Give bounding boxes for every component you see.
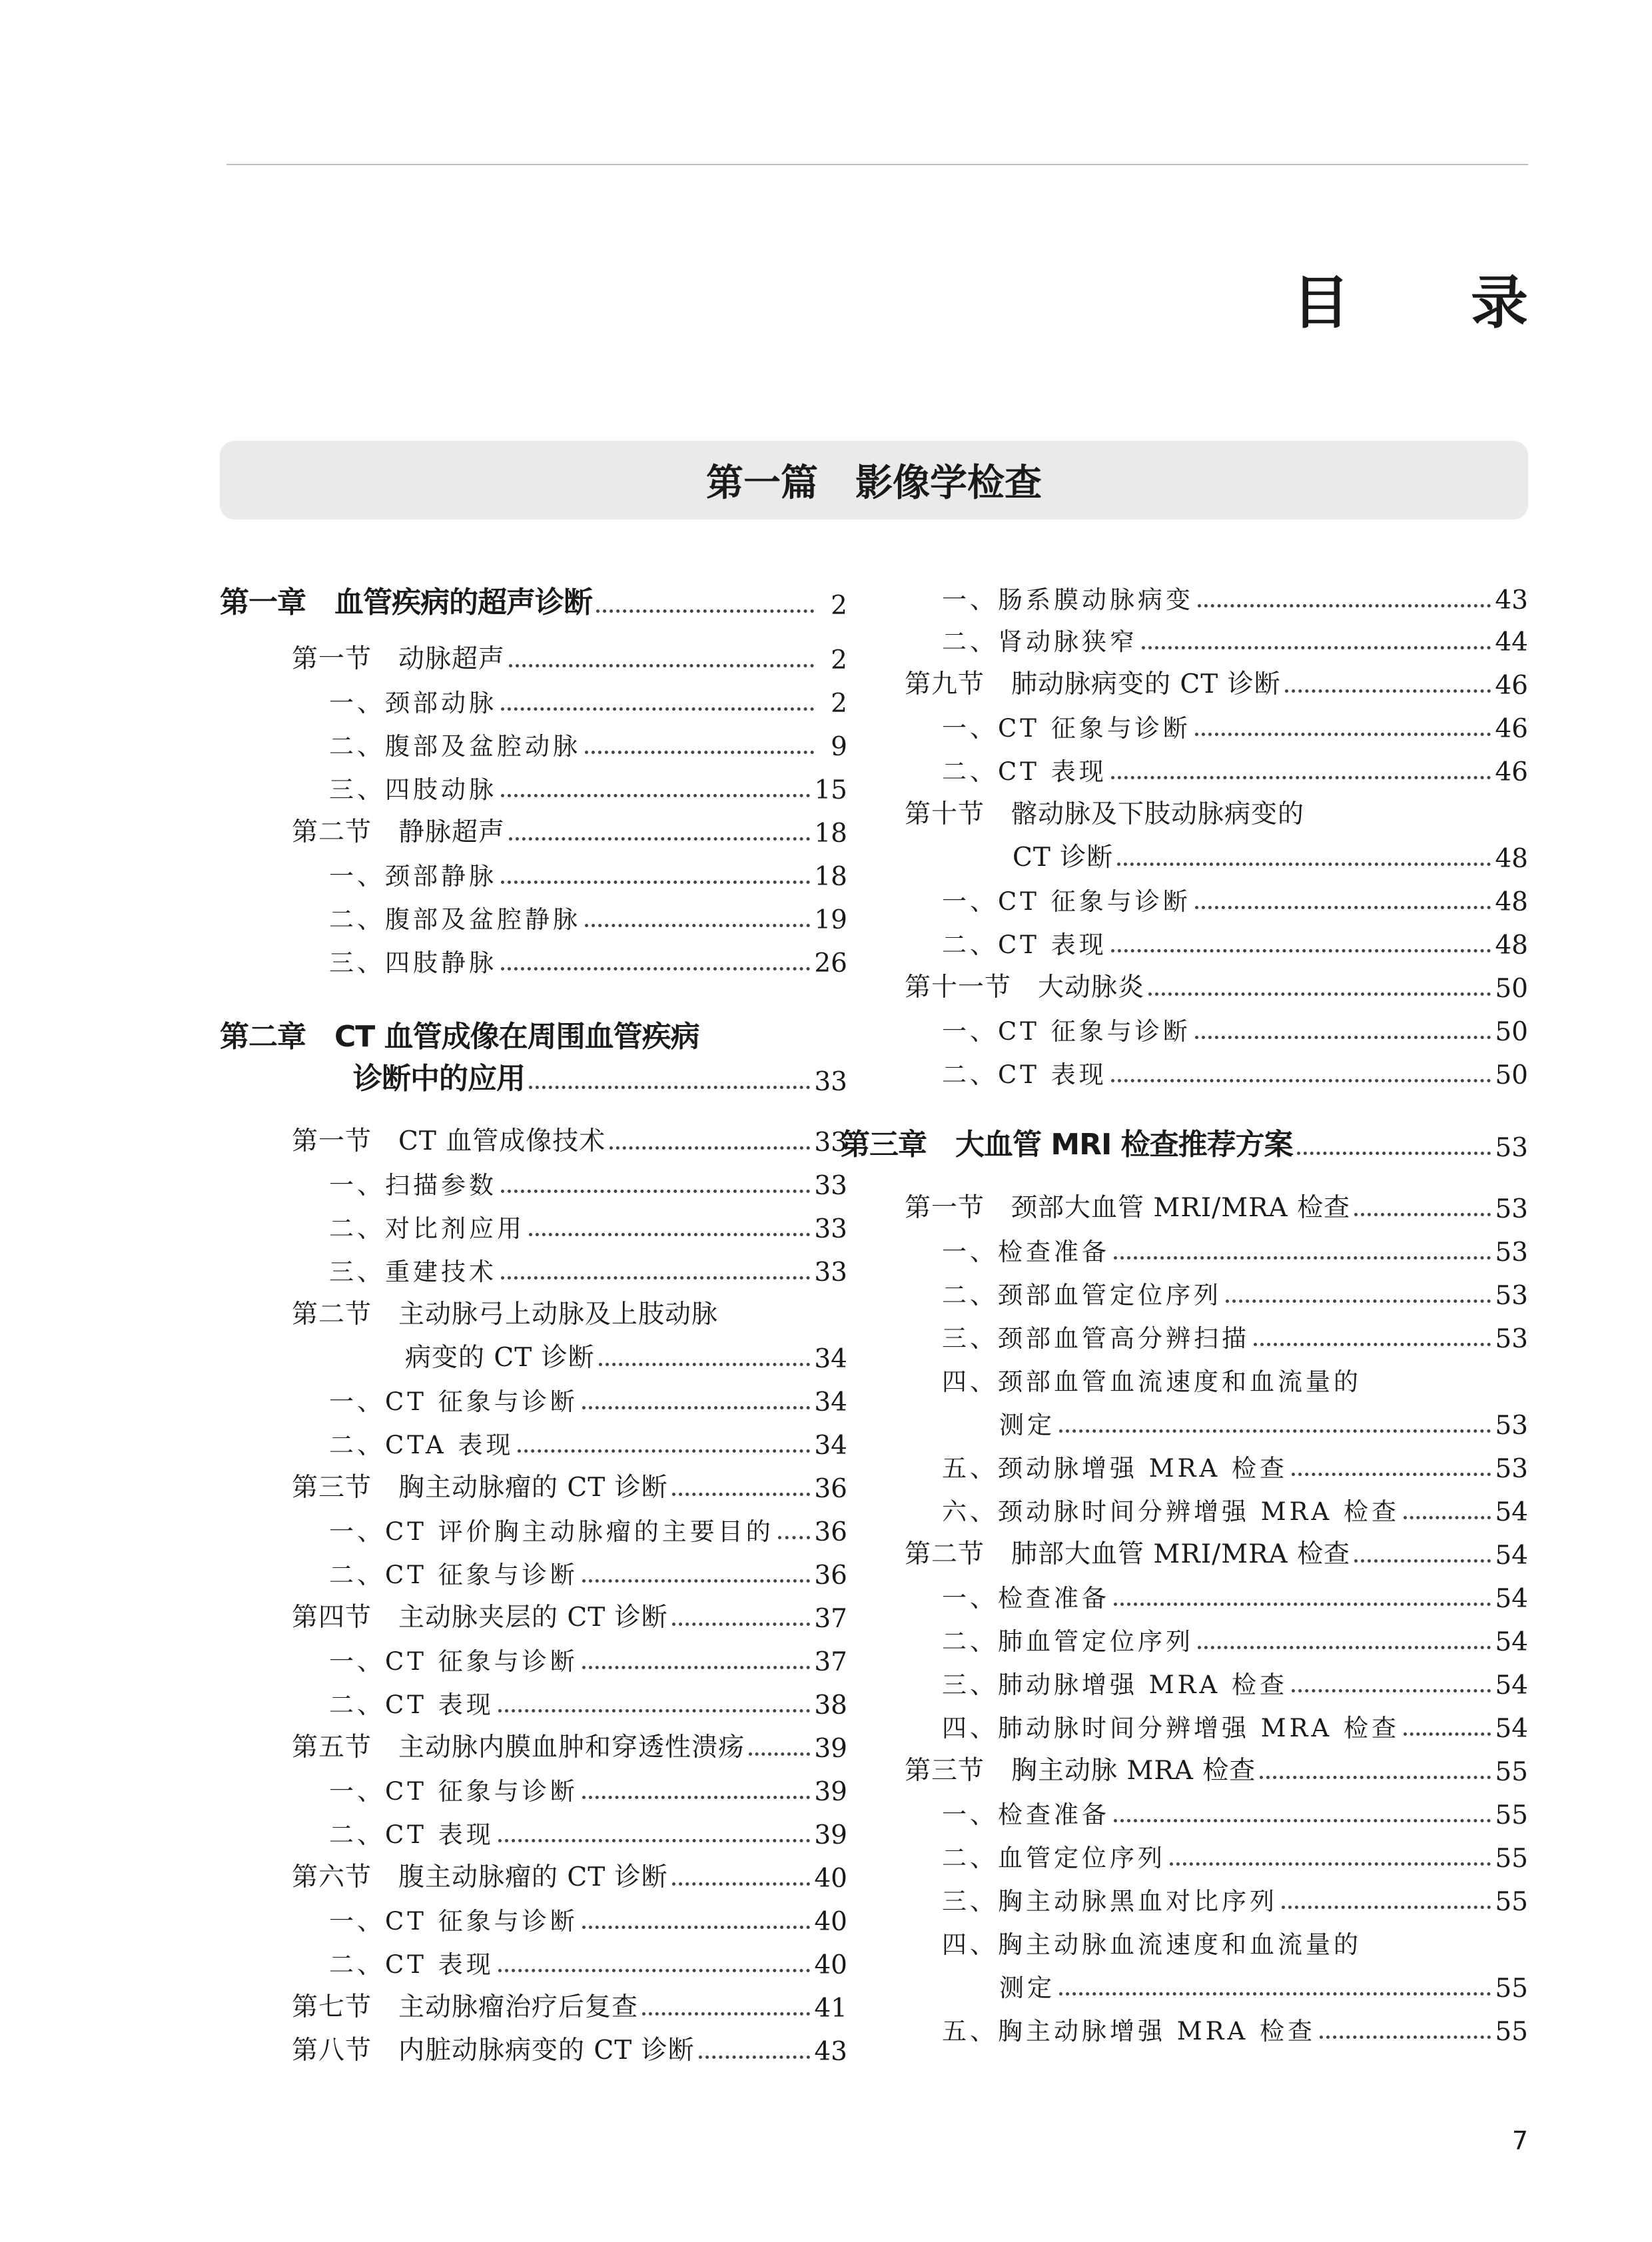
toc-entry-page: 34 [814,1387,847,1417]
toc-entry-label: 一、扫描参数 [329,1171,497,1200]
toc-entry-page: 33 [814,1258,847,1288]
toc-entry-page: 54 [1495,1541,1528,1571]
toc-entry-page: 37 [814,1647,847,1677]
toc-entry-page: 53 [1495,1238,1528,1268]
toc-entry-label: 一、肠系膜动脉病变 [942,585,1194,614]
dot-leader [1195,1036,1491,1039]
dot-leader [509,837,810,841]
toc-entry-page: 55 [1495,1800,1528,1830]
dot-leader [1117,863,1491,866]
left-entry-sec [292,638,847,675]
toc-entry-page: 41 [814,1994,847,2024]
dot-leader [672,1623,811,1626]
toc-entry-page: 54 [1495,1497,1528,1527]
toc-entry-label: 五、胸主动脉增强 MRA 检查 [942,2017,1316,2046]
left-entry-item [329,1770,847,1807]
toc-entry-page: 36 [814,1517,847,1547]
toc-entry-label: 二、肾动脉狭窄 [942,627,1138,656]
toc-entry-page: 33 [814,1214,847,1244]
dot-leader [1404,1516,1491,1519]
toc-entry-label: 一、CT 征象与诊断 [942,1017,1191,1046]
dot-leader [501,1276,810,1280]
right-entry-item [999,1966,1528,2004]
dot-leader [501,881,810,884]
dot-leader [1282,1906,1491,1909]
toc-entry-page: 53 [1495,1324,1528,1354]
toc-entry-page: 55 [1495,2017,1528,2047]
dot-leader [1260,1776,1491,1779]
dot-leader [1059,1992,1491,1996]
part-banner [220,441,1528,520]
toc-entry-label: 二、CT 征象与诊断 [329,1561,578,1589]
dot-leader [582,1666,811,1669]
dot-leader [672,1493,811,1496]
part-title: 第一篇 影像学检查 [706,462,1042,505]
left-entry-sec [292,1120,847,1158]
toc-entry-label: 二、对比剂应用 [329,1214,525,1243]
right-entry-item [942,1010,1528,1047]
toc-entry-label: 二、CTA 表现 [329,1431,514,1459]
left-entry-item [329,1813,847,1850]
dot-leader [529,1233,810,1236]
toc-entry-label: 一、CT 征象与诊断 [329,1647,578,1676]
right-entry-item [942,750,1528,787]
left-entry-item [329,768,847,805]
dot-leader [509,664,814,667]
toc-entry-label: 二、CT 表现 [942,757,1107,786]
right-entry-sec [905,1750,1528,1787]
toc-entry-label: 第二章 CT 血管成像在周围血管疾病 [220,1020,699,1054]
toc-entry-label: 一、CT 征象与诊断 [942,887,1191,916]
page-number: 7 [1511,2126,1528,2155]
right-entry-ch [841,1120,1528,1163]
toc-entry-page: 50 [1495,974,1528,1004]
dot-leader [1292,1473,1491,1476]
left-entry-sec [292,1856,847,1894]
right-entry-item [942,1360,1528,1397]
dot-leader [642,2012,810,2016]
toc-entry-page: 55 [1495,1887,1528,1917]
toc-entry-page: 50 [1495,1060,1528,1090]
dot-leader [1111,776,1491,779]
toc-entry-label: 第三章 大血管 MRI 检查推荐方案 [841,1128,1293,1162]
right-entry-item [999,1403,1528,1441]
toc-entry-page: 53 [1495,1281,1528,1311]
right-entry-item [942,2010,1528,2047]
toc-entry-page: 43 [814,2037,847,2067]
toc-entry-page: 38 [814,1690,847,1720]
toc-entry-page: 37 [814,1604,847,1634]
toc-entry-label: 第四节 主动脉夹层的 CT 诊断 [292,1603,668,1633]
dot-leader [1195,733,1491,736]
right-entry-item [942,1274,1528,1311]
toc-entry-label: 一、检查准备 [942,1238,1110,1266]
left-entry-item [329,855,847,892]
right-entry-item [942,1880,1528,1917]
left-entry-sec [405,1337,847,1374]
toc-entry-label: 第七节 主动脉瘤治疗后复查 [292,1992,639,2022]
dot-leader [1226,1300,1491,1303]
toc-entry-label: 一、颈部静脉 [329,862,497,891]
toc-entry-label: 二、颈部血管定位序列 [942,1281,1222,1309]
toc-entry-label: 四、胸主动脉血流速度和血流量的 [942,1930,1362,1959]
toc-entry-page: 34 [814,1431,847,1461]
toc-entry-label: 三、四肢静脉 [329,948,497,977]
dot-leader [1292,1689,1491,1692]
toc-entry-label: 二、腹部及盆腔静脉 [329,905,581,934]
toc-entry-label: 测定 [999,1974,1055,2002]
left-entry-item [329,1900,847,1937]
toc-entry-label: 第六节 腹主动脉瘤的 CT 诊断 [292,1862,668,1892]
toc-entry-label: 一、CT 征象与诊断 [329,1387,578,1416]
right-entry-item [942,1230,1528,1268]
dot-leader [1142,646,1491,649]
toc-entry-page: 18 [814,862,847,892]
toc-entry-label: 一、检查准备 [942,1800,1110,1829]
right-entry-sec [905,663,1528,701]
toc-entry-label: 二、CT 表现 [942,931,1107,959]
toc-entry-page: 53 [1495,1194,1528,1224]
toc-entry-label: 第二节 主动脉弓上动脉及上肢动脉 [292,1300,719,1329]
left-entry-item [329,1640,847,1677]
dot-leader [501,967,810,970]
left-entry-item [329,1164,847,1201]
toc-entry-label: 第九节 肺动脉病变的 CT 诊断 [905,669,1281,699]
toc-entry-label: CT 诊断 [1013,843,1114,873]
toc-entry-label: 二、腹部及盆腔动脉 [329,732,581,761]
toc-entry-label: 三、重建技术 [329,1258,497,1286]
toc-entry-page: 53 [1495,1454,1528,1484]
dot-leader [778,1536,811,1539]
toc-entry-page: 55 [1495,1844,1528,1874]
dot-leader [1254,1343,1491,1346]
toc-entry-label: 二、肺血管定位序列 [942,1627,1194,1656]
dot-leader [1114,1819,1491,1822]
toc-entry-label: 第一章 血管疾病的超声诊断 [220,585,592,619]
toc-entry-label: 二、CT 表现 [942,1060,1107,1089]
toc-entry-label: 四、肺动脉时间分辨增强 MRA 检查 [942,1714,1400,1742]
toc-entry-page: 54 [1495,1627,1528,1657]
toc-entry-page: 33 [814,1067,847,1097]
toc-entry-page: 39 [814,1734,847,1764]
right-entry-item [942,1620,1528,1657]
dot-leader [501,794,810,797]
toc-entry-label: 五、颈动脉增强 MRA 检查 [942,1454,1288,1483]
page-title: 目 录 [1292,270,1560,336]
dot-leader [498,1839,811,1842]
toc-entry-label: 二、CT 表现 [329,1690,494,1719]
toc-entry-page: 26 [814,948,847,978]
right-entry-item [942,1663,1528,1700]
toc-entry-page: 46 [1495,671,1528,701]
toc-entry-page: 36 [814,1474,847,1504]
dot-leader [1111,1079,1491,1082]
toc-entry-label: 六、颈动脉时间分辨增强 MRA 检查 [942,1497,1400,1526]
toc-entry-page: 2 [831,645,847,675]
toc-entry-label: 第二节 肺部大血管 MRI/MRA 检查 [905,1539,1351,1569]
toc-entry-page: 55 [1495,1757,1528,1787]
toc-entry-label: 测定 [999,1411,1055,1439]
toc-entry-page: 39 [814,1820,847,1850]
toc-entry-label: 第三节 胸主动脉 MRA 检查 [905,1756,1256,1786]
dot-leader [1354,1213,1491,1216]
right-entry-item [942,1053,1528,1090]
left-entry-item [329,681,847,719]
dot-leader [582,1926,811,1929]
toc-entry-label: 第十一节 大动脉炎 [905,972,1145,1002]
right-entry-item [942,620,1528,657]
toc-entry-page: 48 [1495,887,1528,917]
toc-entry-label: 诊断中的应用 [353,1062,525,1096]
toc-entry-page: 18 [814,819,847,849]
left-entry-ch [353,1054,847,1097]
left-entry-sec [292,1467,847,1504]
toc-entry-label: 四、颈部血管血流速度和血流量的 [942,1367,1362,1396]
dot-leader [498,1969,811,1972]
left-entry-item [329,1683,847,1720]
dot-leader [582,1406,811,1409]
right-entry-sec [905,1533,1528,1571]
left-entry-sec [292,811,847,849]
toc-entry-page: 2 [831,689,847,719]
right-entry-item [942,707,1528,744]
left-entry-item [329,1510,847,1547]
toc-entry-label: 二、CT 表现 [329,1820,494,1849]
toc-entry-label: 二、CT 表现 [329,1950,494,1979]
toc-entry-label: 一、CT 征象与诊断 [329,1907,578,1936]
toc-entry-label: 第一节 颈部大血管 MRI/MRA 检查 [905,1193,1351,1223]
toc-entry-page: 39 [814,1777,847,1807]
dot-leader [529,1086,810,1089]
toc-entry-page: 34 [814,1344,847,1374]
toc-entry-label: 第一节 动脉超声 [292,644,506,674]
toc-entry-page: 44 [1495,627,1528,657]
toc-entry-label: 三、胸主动脉黑血对比序列 [942,1887,1278,1916]
right-entry-item [942,1577,1528,1614]
left-entry-ch [220,578,847,621]
dot-leader [1195,906,1491,909]
dot-leader [582,1579,811,1583]
left-entry-sec [292,1986,847,2024]
toc-entry-label: 第十节 髂动脉及下肢动脉病变的 [905,799,1305,829]
dot-leader [1148,992,1491,996]
toc-entry-page: 53 [1495,1133,1528,1163]
dot-leader [1170,1862,1491,1866]
toc-entry-label: 第五节 主动脉内膜血肿和穿透性溃疡 [292,1732,745,1762]
right-entry-item [942,1836,1528,1874]
toc-entry-page: 50 [1495,1017,1528,1047]
dot-leader [1297,1152,1491,1155]
dot-leader [596,609,814,613]
dot-leader [1198,1646,1491,1649]
toc-entry-page: 43 [1495,585,1528,615]
toc-entry-label: 一、CT 征象与诊断 [942,714,1191,743]
toc-entry-page: 33 [814,1171,847,1201]
dot-leader [1114,1256,1491,1260]
dot-leader [1111,949,1491,952]
left-entry-sec [292,1597,847,1634]
left-entry-sec [292,1294,847,1331]
right-entry-sec [905,793,1528,831]
dot-leader [699,2055,811,2059]
toc-entry-label: 一、CT 征象与诊断 [329,1777,578,1806]
toc-entry-label: 三、肺动脉增强 MRA 检查 [942,1671,1288,1699]
right-entry-item [942,1490,1528,1527]
dot-leader [672,1882,811,1886]
dot-leader [1354,1559,1491,1563]
dot-leader [585,751,814,754]
toc-entry-page: 40 [814,1907,847,1937]
header-rule [226,164,1528,165]
toc-entry-page: 48 [1495,931,1528,960]
left-entry-ch [220,1012,847,1055]
toc-entry-label: 第二节 静脉超声 [292,817,506,847]
toc-entry-page: 2 [831,591,847,621]
toc-entry-page: 36 [814,1561,847,1591]
left-entry-item [329,1250,847,1288]
toc-entry-page: 9 [831,732,847,762]
left-entry-item [329,1207,847,1244]
toc-entry-label: 三、四肢动脉 [329,775,497,804]
right-entry-item [942,578,1528,615]
dot-leader [599,1363,811,1366]
dot-leader [610,1146,810,1150]
dot-leader [1320,2036,1491,2039]
left-entry-item [329,1423,847,1461]
right-entry-item [942,880,1528,917]
dot-leader [501,707,814,711]
left-entry-item [329,1943,847,1980]
left-entry-item [329,898,847,935]
toc-entry-page: 19 [814,905,847,935]
left-entry-item [329,1380,847,1417]
toc-entry-label: 一、检查准备 [942,1584,1110,1613]
toc-entry-label: 一、CT 评价胸主动脉瘤的主要目的 [329,1517,774,1546]
toc-entry-page: 46 [1495,757,1528,787]
dot-leader [518,1449,810,1453]
toc-entry-label: 病变的 CT 诊断 [405,1343,595,1373]
right-entry-item [942,923,1528,960]
dot-leader [1285,689,1491,693]
toc-entry-page: 46 [1495,714,1528,744]
dot-leader [1059,1429,1491,1433]
toc-entry-page: 48 [1495,844,1528,874]
toc-entry-page: 54 [1495,1714,1528,1744]
left-entry-sec [292,1726,847,1764]
right-entry-item [942,1706,1528,1744]
left-entry-sec [292,2030,847,2067]
right-entry-item [942,1447,1528,1484]
right-entry-sec [1013,837,1528,874]
dot-leader [1198,604,1491,607]
toc-entry-page: 40 [814,1864,847,1894]
toc-entry-page: 40 [814,1950,847,1980]
toc-entry-page: 54 [1495,1671,1528,1700]
toc-entry-label: 第八节 内脏动脉病变的 CT 诊断 [292,2036,695,2065]
dot-leader [749,1752,810,1756]
toc-entry-page: 54 [1495,1584,1528,1614]
right-entry-item [942,1923,1528,1960]
right-entry-sec [905,1187,1528,1224]
left-entry-item [329,941,847,978]
toc-entry-label: 一、颈部动脉 [329,689,497,717]
toc-entry-page: 55 [1495,1974,1528,2004]
toc-entry-label: 二、血管定位序列 [942,1844,1166,1872]
toc-entry-label: 第三节 胸主动脉瘤的 CT 诊断 [292,1473,668,1503]
right-entry-item [942,1317,1528,1354]
toc-entry-label: 第一节 CT 血管成像技术 [292,1126,606,1156]
right-entry-item [942,1793,1528,1830]
left-entry-item [329,1553,847,1591]
dot-leader [1404,1732,1491,1736]
left-entry-item [329,725,847,762]
toc-entry-page: 33 [814,1128,847,1158]
toc-entry-page: 15 [814,775,847,805]
dot-leader [585,924,810,927]
toc-entry-page: 53 [1495,1411,1528,1441]
dot-leader [501,1190,810,1193]
right-entry-sec [905,966,1528,1004]
dot-leader [498,1709,811,1712]
toc-entry-label: 三、颈部血管高分辨扫描 [942,1324,1250,1353]
dot-leader [1114,1603,1491,1606]
dot-leader [582,1796,811,1799]
